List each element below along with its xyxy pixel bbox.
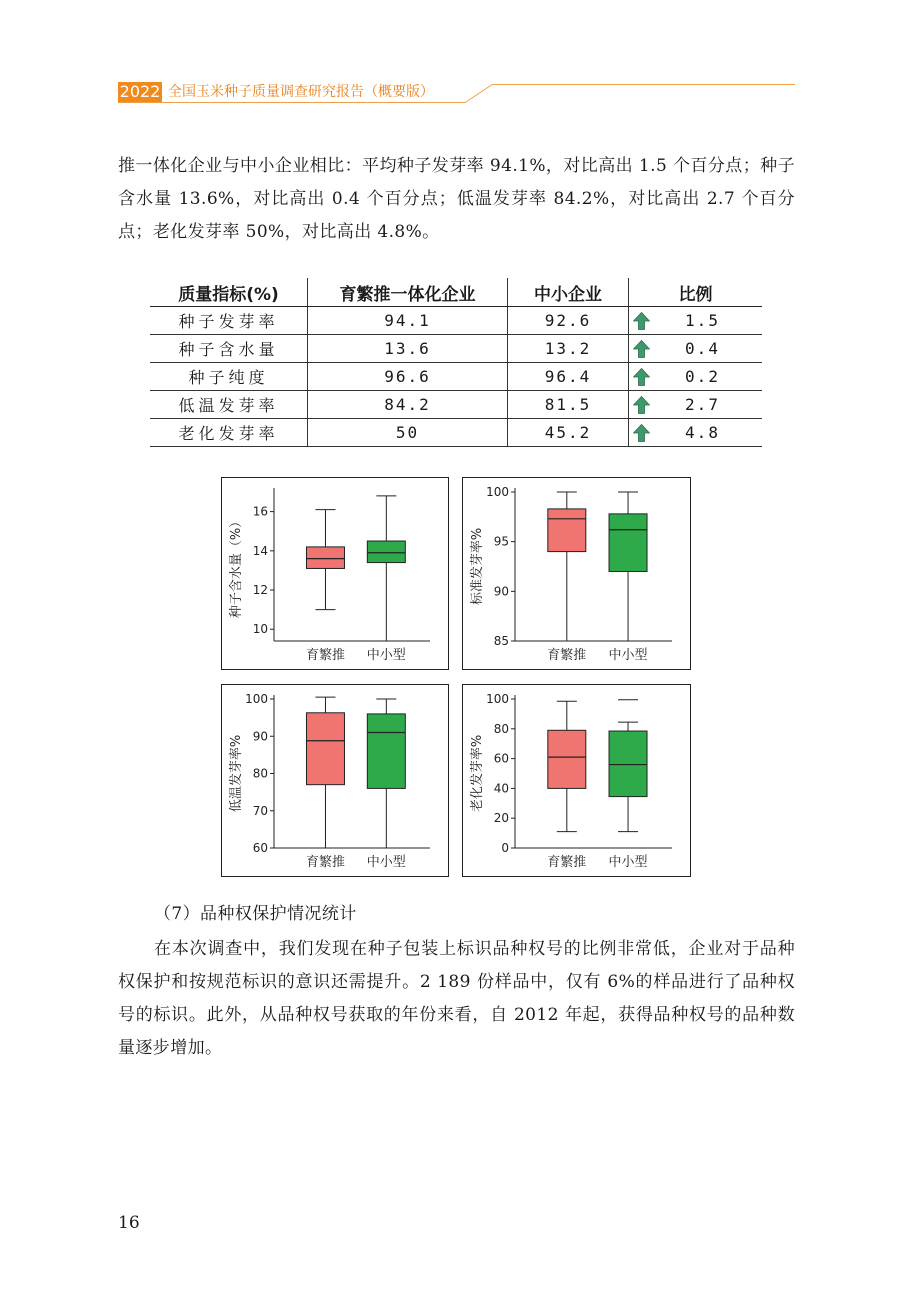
ratio-cell xyxy=(629,307,763,335)
box-sme xyxy=(367,496,405,641)
table-row xyxy=(150,363,762,391)
integrated-value: 50 xyxy=(308,419,508,447)
up-arrow-icon xyxy=(633,368,650,386)
y-tick-label: 60 xyxy=(493,751,509,766)
ratio-value: 0.2 xyxy=(685,367,720,386)
quality-table xyxy=(150,278,762,447)
box-integrated xyxy=(548,701,586,831)
col-header-sme: 中小企业 xyxy=(508,278,629,307)
col-header-integrated: 育繁推一体化企业 xyxy=(308,278,508,307)
y-tick-label: 80 xyxy=(493,721,509,736)
box-integrated xyxy=(306,510,344,610)
box-integrated xyxy=(548,492,586,641)
y-axis-label: 种子含水量（%） xyxy=(229,514,244,619)
iqr-box xyxy=(306,547,344,569)
category-label: 育繁推 xyxy=(305,855,345,870)
box-plot-svg xyxy=(463,685,690,876)
iqr-box xyxy=(367,714,405,789)
ratio-cell xyxy=(629,391,763,419)
category-label: 育繁推 xyxy=(305,648,345,663)
iqr-box xyxy=(548,730,586,788)
ratio-value: 4.8 xyxy=(685,423,720,442)
y-axis-label: 标准发芽率% xyxy=(470,527,485,606)
y-tick-label: 80 xyxy=(252,766,268,781)
header-slash-decoration xyxy=(463,84,503,103)
indicator-name: 老化发芽率 xyxy=(150,419,308,447)
y-tick-label: 100 xyxy=(245,692,268,706)
y-tick-label: 70 xyxy=(252,803,268,818)
iqr-box xyxy=(609,731,647,797)
indicator-name: 种子纯度 xyxy=(150,363,308,391)
integrated-value: 94.1 xyxy=(308,307,508,335)
sme-value: 13.2 xyxy=(508,335,629,363)
iqr-box xyxy=(367,541,405,563)
box-plot-svg xyxy=(463,478,690,669)
y-tick-label: 20 xyxy=(493,811,509,826)
y-tick-label: 95 xyxy=(493,534,509,549)
sme-value: 45.2 xyxy=(508,419,629,447)
box-chart-standard-germination xyxy=(462,477,691,670)
ratio-cell xyxy=(629,419,763,447)
up-arrow-icon xyxy=(633,340,650,358)
iqr-box xyxy=(306,713,344,785)
box-sme xyxy=(367,699,405,848)
y-tick-label: 16 xyxy=(252,504,268,519)
section-block xyxy=(118,898,795,1065)
report-title: 全国玉米种子质量调查研究报告（概要版） xyxy=(168,84,434,100)
y-tick-label: 12 xyxy=(252,583,268,598)
indicator-name: 种子发芽率 xyxy=(150,307,308,335)
up-arrow-icon xyxy=(633,396,650,414)
category-label: 中小型 xyxy=(608,855,648,870)
y-tick-label: 0 xyxy=(501,841,509,855)
ratio-cell xyxy=(629,363,763,391)
intro-paragraph xyxy=(118,150,795,249)
y-tick-label: 14 xyxy=(252,543,268,558)
y-tick-label: 40 xyxy=(493,781,509,796)
col-header-indicator: 质量指标(%) xyxy=(150,278,308,307)
box-chart-low-temp-germination xyxy=(221,684,449,877)
ratio-value: 2.7 xyxy=(685,395,720,414)
y-axis-label: 低温发芽率% xyxy=(229,734,244,813)
indicator-name: 低温发芽率 xyxy=(150,391,308,419)
section-paragraph: 在本次调查中，我们发现在种子包装上标识品种权号的比例非常低，企业对于品种权保护和按规范标识的意识还需提升。2 189 份样品中，仅有 6%的样品进行了品种权号的标识。此外，从品种权号获取的年份来看，自 2012 年起，获得品种权号的品种数量逐步增加。 xyxy=(118,939,795,1058)
table-row xyxy=(150,307,762,335)
y-tick-label: 100 xyxy=(486,485,509,499)
category-label: 中小型 xyxy=(608,648,648,663)
table-header-row xyxy=(150,278,762,307)
integrated-value: 96.6 xyxy=(308,363,508,391)
header-rule-top xyxy=(493,84,795,85)
box-plot-svg xyxy=(222,478,448,669)
sme-value: 92.6 xyxy=(508,307,629,335)
y-tick-label: 60 xyxy=(252,841,268,855)
category-label: 中小型 xyxy=(366,855,406,870)
up-arrow-icon xyxy=(633,312,650,330)
iqr-box xyxy=(548,509,586,552)
integrated-value: 84.2 xyxy=(308,391,508,419)
y-tick-label: 90 xyxy=(493,584,509,599)
y-tick-label: 85 xyxy=(493,634,509,648)
box-sme xyxy=(609,492,647,641)
box-sme xyxy=(609,700,647,832)
section-heading: （7）品种权保护情况统计 xyxy=(154,904,357,924)
table-row xyxy=(150,391,762,419)
col-header-ratio: 比例 xyxy=(629,278,763,307)
intro-text: 推一体化企业与中小企业相比：平均种子发芽率 94.1%，对比高出 1.5 个百分点；种子含水量 13.6%，对比高出 0.4 个百分点；低温发芽率 84.2%，对比高出 2.7 个百分点；老化发芽率 50%，对比高出 4.8%。 xyxy=(118,156,795,242)
box-chart-aging-germination xyxy=(462,684,691,877)
box-chart-moisture xyxy=(221,477,449,670)
year-badge: 2022 xyxy=(119,82,161,101)
iqr-box xyxy=(609,514,647,572)
category-label: 中小型 xyxy=(366,648,406,663)
y-tick-label: 100 xyxy=(486,692,509,706)
up-arrow-icon xyxy=(633,424,650,442)
ratio-value: 1.5 xyxy=(685,311,720,330)
box-integrated xyxy=(306,697,344,848)
category-label: 育繁推 xyxy=(547,648,587,663)
category-label: 育繁推 xyxy=(547,855,587,870)
page-header xyxy=(118,80,795,104)
y-tick-label: 10 xyxy=(252,622,268,637)
box-plot-svg xyxy=(222,685,448,876)
indicator-name: 种子含水量 xyxy=(150,335,308,363)
ratio-value: 0.4 xyxy=(685,339,720,358)
page-number: 16 xyxy=(118,1213,140,1233)
sme-value: 96.4 xyxy=(508,363,629,391)
integrated-value: 13.6 xyxy=(308,335,508,363)
header-rule xyxy=(118,102,466,103)
sme-value: 81.5 xyxy=(508,391,629,419)
table-row xyxy=(150,419,762,447)
ratio-cell xyxy=(629,335,763,363)
y-tick-label: 90 xyxy=(252,729,268,744)
table-row xyxy=(150,335,762,363)
y-axis-label: 老化发芽率% xyxy=(470,734,485,813)
